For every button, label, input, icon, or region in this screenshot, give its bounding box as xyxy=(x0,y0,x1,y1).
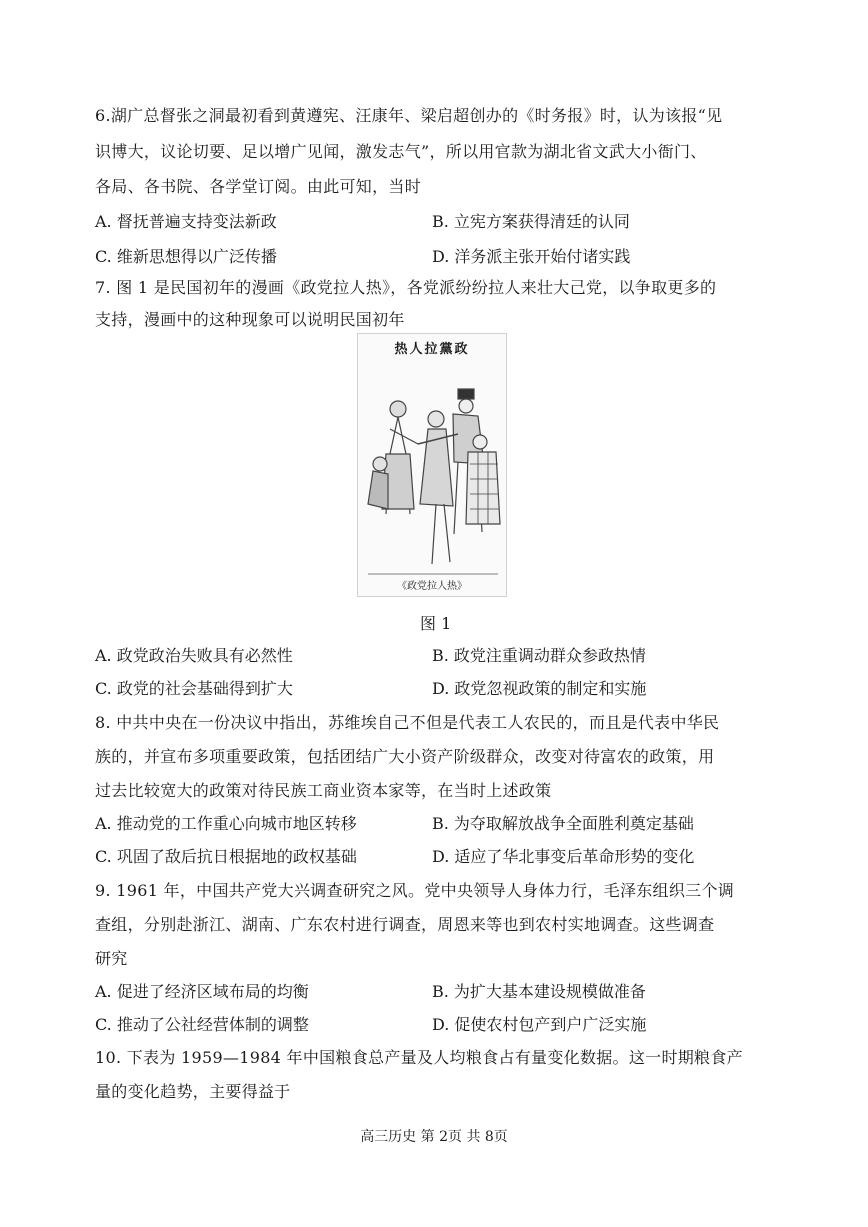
q10-stem-line-2: 量的变化趋势，主要得益于 xyxy=(95,1082,291,1101)
q9-option-b: B. 为扩大基本建设规模做准备 xyxy=(432,982,646,1001)
q6-stem-line-1: 6.湖广总督张之洞最初看到黄遵宪、汪康年、梁启超创办的《时务报》时，认为该报“见 xyxy=(95,106,723,125)
q7-option-b: B. 政党注重调动群众参政热情 xyxy=(432,646,646,665)
q7-stem-line-1: 7. 图 1 是民国初年的漫画《政党拉人热》，各党派纷纷拉人来壮大己党，以争取更多的 xyxy=(95,278,717,297)
q6-option-d: D. 洋务派主张开始付诸实践 xyxy=(432,247,631,266)
cartoon-caption: 《政党拉人热》 xyxy=(397,581,467,592)
q8-option-c: C. 巩固了敌后抗日根据地的政权基础 xyxy=(95,847,357,866)
q9-stem-line-1: 9. 1961 年，中国共产党大兴调查研究之风。党中央领导人身体力行，毛泽东组织三个调 xyxy=(95,881,735,900)
q6-option-b: B. 立宪方案获得清廷的认同 xyxy=(432,212,630,231)
q8-stem-line-3: 过去比较宽大的政策对待民族工商业资本家等，在当时上述政策 xyxy=(95,781,552,800)
q6-stem-line-3: 各局、各书院、各学堂订阅。由此可知，当时 xyxy=(95,177,422,196)
q7-option-d: D. 政党忽视政策的制定和实施 xyxy=(432,679,647,698)
q10-stem-line-1: 10. 下表为 1959—1984 年中国粮食总产量及人均粮食占有量变化数据。这一时期粮食产 xyxy=(95,1048,743,1067)
q9-stem-line-3: 研究 xyxy=(95,949,128,968)
cartoon-title: 热人拉黨政 xyxy=(394,342,470,357)
q6-stem-line-2: 识博大，议论切要、足以增广见闻，激发志气”，所以用官款为湖北省文武大小衙门、 xyxy=(95,142,707,161)
cartoon-illustration xyxy=(358,334,506,596)
q8-option-d: D. 适应了华北事变后革命形势的变化 xyxy=(432,847,695,866)
cartoon-figure xyxy=(357,333,507,597)
q9-option-d: D. 促使农村包产到户广泛实施 xyxy=(432,1015,647,1034)
page-footer: 高三历史 第 2页 共 8页 xyxy=(360,1129,508,1145)
q8-stem-line-1: 8. 中共中央在一份决议中指出，苏维埃自己不但是代表工人农民的，而且是代表中华民 xyxy=(95,713,720,732)
q9-option-c: C. 推动了公社经营体制的调整 xyxy=(95,1015,309,1034)
q9-option-a: A. 促进了经济区域布局的均衡 xyxy=(95,982,309,1001)
q6-option-a: A. 督抚普遍支持变法新政 xyxy=(95,212,277,231)
q8-option-a: A. 推动党的工作重心向城市地区转移 xyxy=(95,814,357,833)
q7-stem-line-2: 支持，漫画中的这种现象可以说明民国初年 xyxy=(95,310,405,329)
q9-stem-line-2: 查组，分别赴浙江、湖南、广东农村进行调查，周恩来等也到农村实地调查。这些调查 xyxy=(95,915,715,934)
figure-label: 图 1 xyxy=(420,614,452,633)
q8-stem-line-2: 族的，并宣布多项重要政策，包括团结广大小资产阶级群众，改变对待富农的政策，用 xyxy=(95,747,715,766)
q7-option-a: A. 政党政治失败具有必然性 xyxy=(95,646,293,665)
q6-option-c: C. 维新思想得以广泛传播 xyxy=(95,247,277,266)
q8-option-b: B. 为夺取解放战争全面胜利奠定基础 xyxy=(432,814,694,833)
q7-option-c: C. 政党的社会基础得到扩大 xyxy=(95,679,293,698)
